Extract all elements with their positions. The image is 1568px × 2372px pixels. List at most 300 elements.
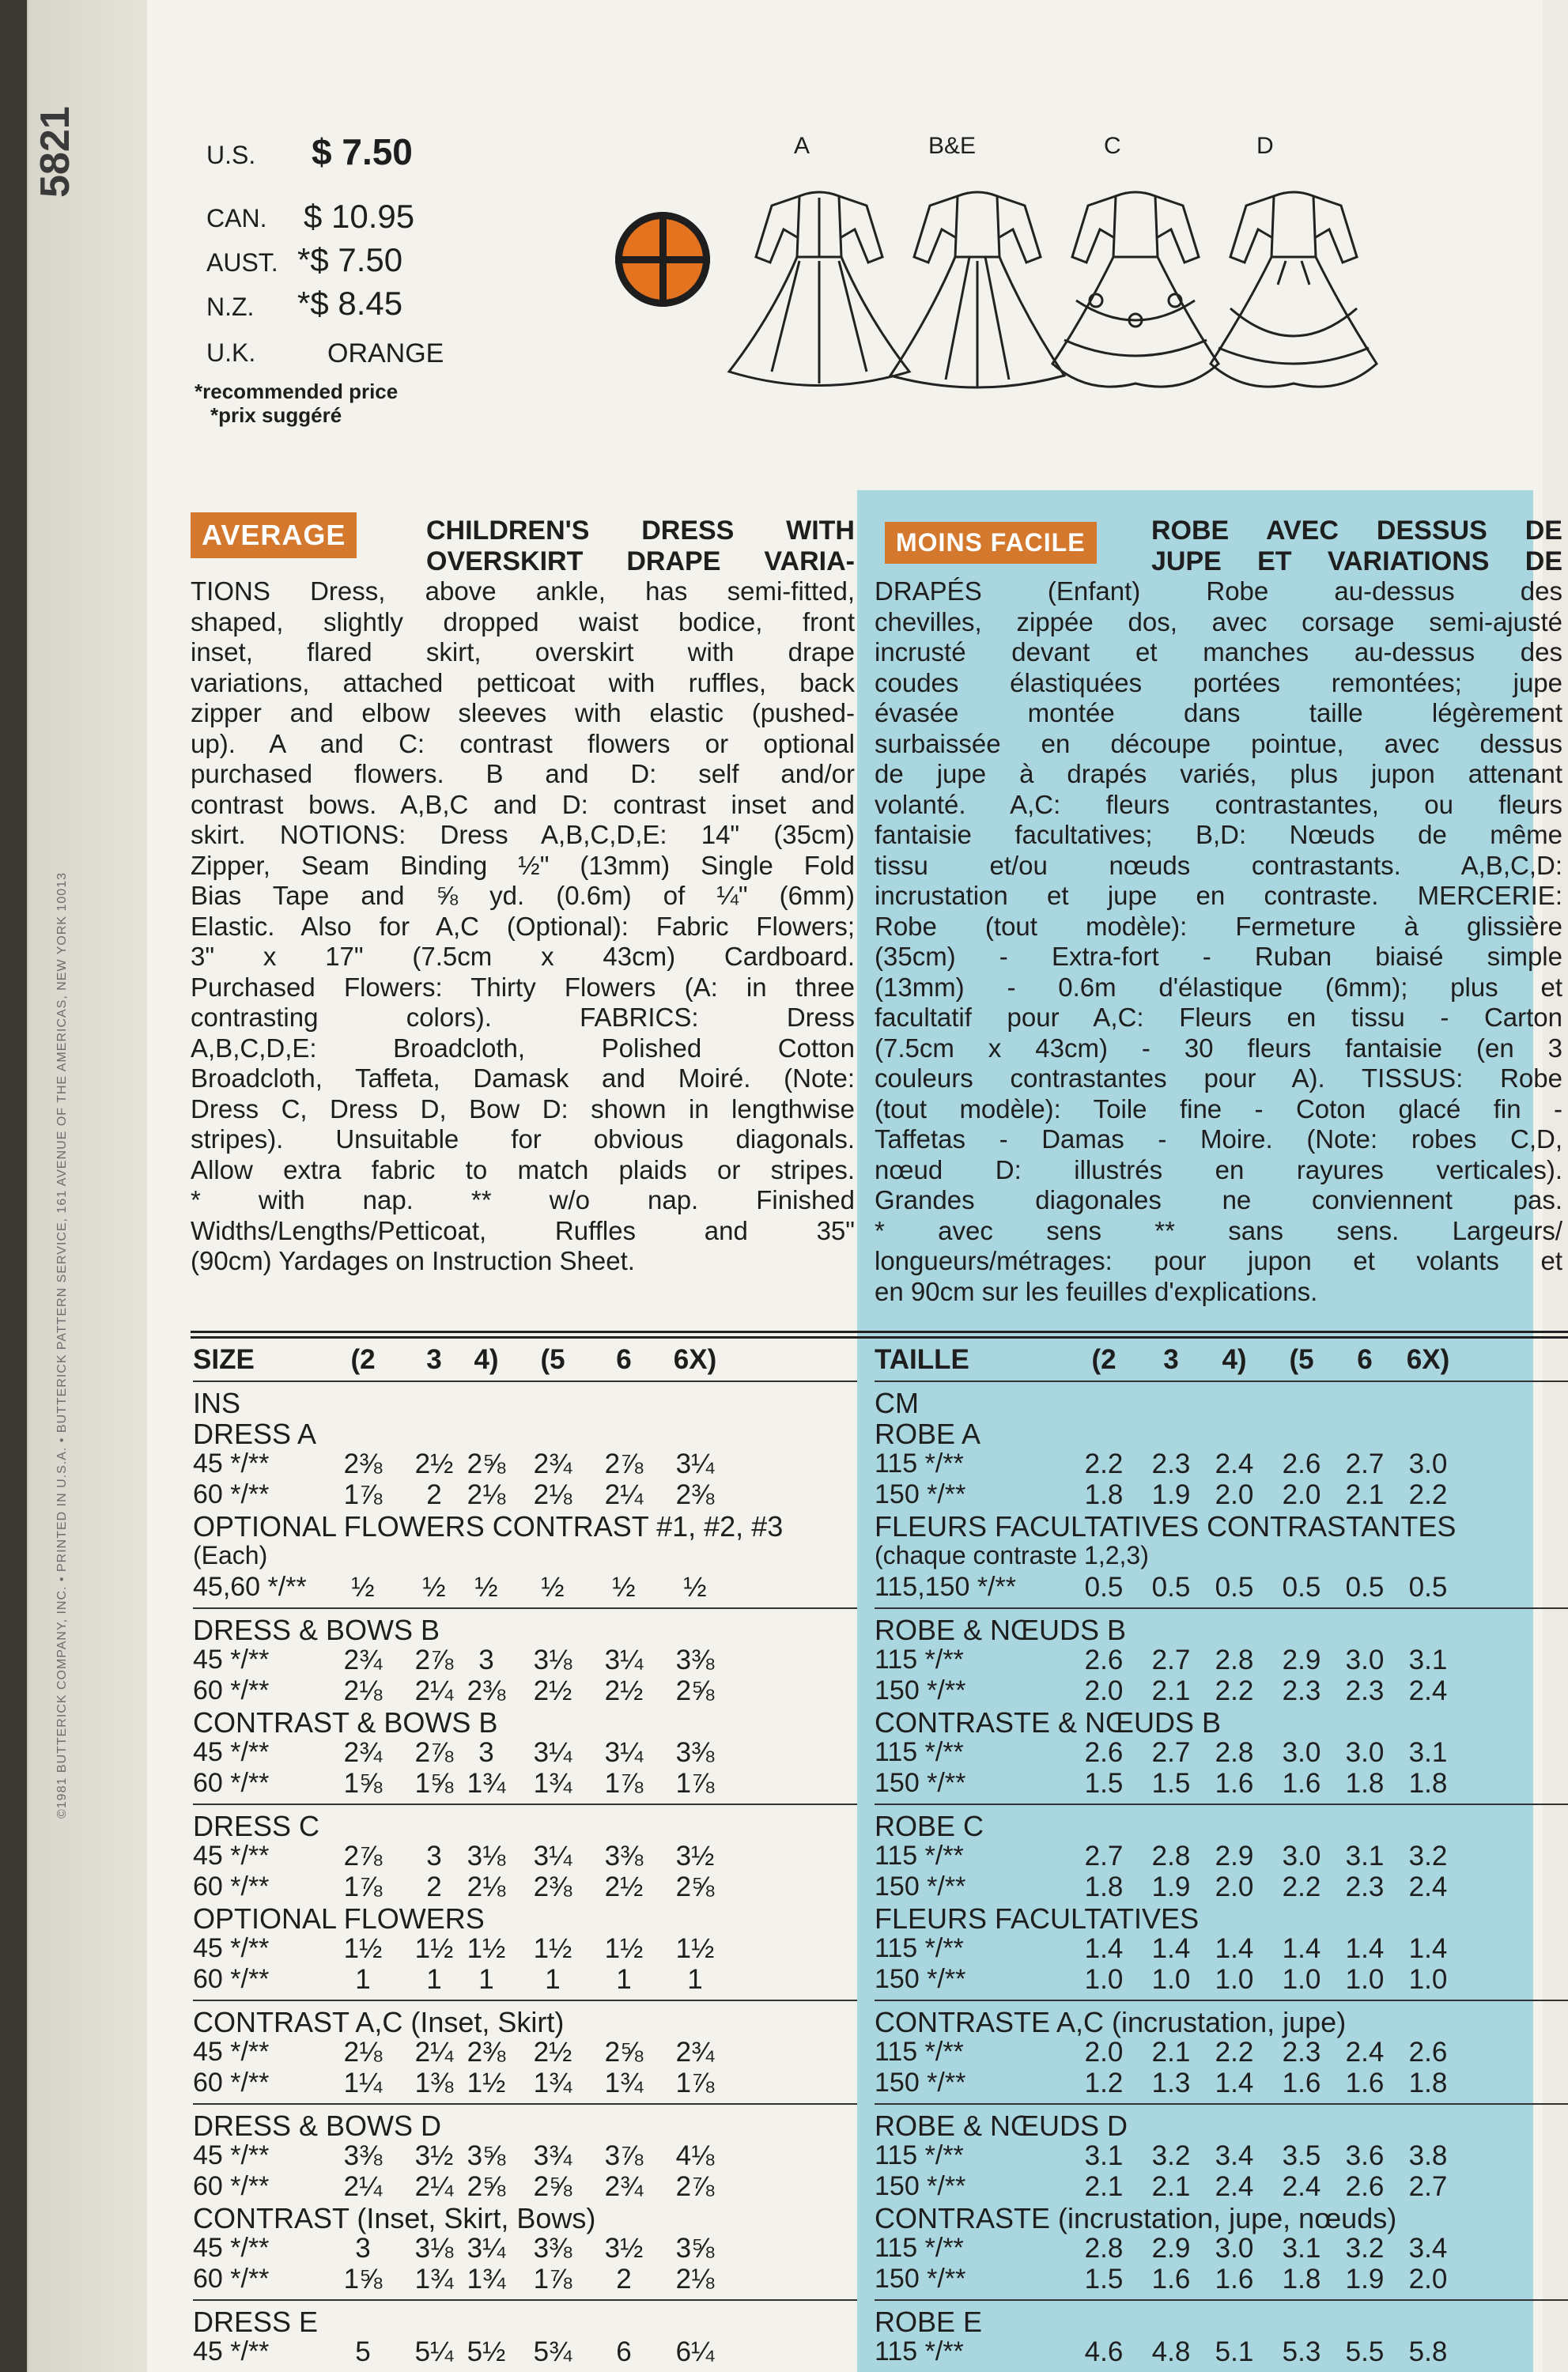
description-line: (7.5cm x 43cm) - 30 fleurs fantaisie (en 3 (875, 1033, 1562, 1063)
row-value: 5¾ (533, 2336, 572, 2367)
description-line: nœud D: illustrés en rayures verticales). (875, 1154, 1562, 1184)
row-value: 2¼ (414, 1675, 454, 1706)
row-value: 2⅜ (467, 1675, 506, 1706)
row-value: 0.5 (1345, 1572, 1385, 1603)
row-value: 1.0 (1151, 1964, 1191, 1995)
section-rule (193, 1607, 857, 1609)
row-value: 1.6 (1215, 2264, 1254, 2295)
row-value: 3.4 (1215, 2140, 1254, 2171)
description-line: JUPE ET VARIATIONS DE (1151, 546, 1562, 576)
row-value: 1½ (467, 1933, 506, 1964)
row-label: 60 */** (193, 1872, 270, 1902)
row-value: 1⅝ (414, 1768, 454, 1799)
row-value: 3⅜ (343, 2140, 383, 2171)
row-value: 2⅛ (675, 2264, 715, 2295)
row-value: 3.1 (1282, 2233, 1321, 2264)
row-value: 2.4 (1215, 2171, 1254, 2202)
row-value: 1 (687, 1964, 703, 1995)
row-value: 2.8 (1084, 2233, 1124, 2264)
row-value: 2⅝ (533, 2171, 572, 2202)
row-value: 3 (478, 1645, 494, 1675)
description-line: surbaissée en découpe pointue, avec dessus (875, 728, 1562, 758)
row-value: 1¾ (533, 2068, 572, 2098)
section-rule (875, 1804, 1568, 1805)
row-value: 1.0 (1215, 1964, 1254, 1995)
description-line: Purchased Flowers: Thirty Flowers (A: in three (191, 972, 855, 1002)
row-value: 1.5 (1084, 2264, 1124, 2295)
header-size-col: 3 (426, 1344, 442, 1375)
section-rule (193, 2103, 857, 2105)
row-value: 2⅝ (467, 1449, 506, 1479)
row-value: 2.6 (1345, 2171, 1385, 2202)
row-value: 1¼ (343, 2068, 383, 2098)
row-value: 3⅛ (467, 1841, 506, 1872)
description-line: variations, attached petticoat with ruffles, back (191, 667, 855, 697)
row-value: 0.5 (1215, 1572, 1254, 1603)
row-label: 150 */** (875, 2068, 966, 2098)
row-value: 3.0 (1345, 1645, 1385, 1675)
row-value: 3.2 (1408, 1841, 1448, 1872)
row-value: 3¼ (604, 1737, 644, 1768)
row-value: 2¼ (414, 2171, 454, 2202)
row-label: (Each) (193, 1541, 268, 1569)
row-value: 3.4 (1408, 2233, 1448, 2264)
dress-sketch-b-e (890, 192, 1064, 387)
row-label: CONTRASTE (incrustation, jupe, nœuds) (875, 2202, 1397, 2234)
description-line: contrast bows. A,B,C and D: contrast inset and (191, 789, 855, 819)
row-value: 1 (478, 1964, 494, 1995)
view-label-a: A (794, 133, 810, 159)
row-value: 1.8 (1408, 2068, 1448, 2098)
row-value: 4⅛ (675, 2140, 715, 2171)
row-value: 1¾ (604, 2068, 644, 2098)
row-label: 60 */** (193, 2264, 270, 2294)
row-value: 1.0 (1408, 1964, 1448, 1995)
row-label: 60 */** (193, 1479, 270, 1509)
row-value: 1¾ (467, 1768, 506, 1799)
yardage-table-en (193, 1344, 857, 2372)
row-value: 1⅞ (675, 1768, 715, 1799)
row-value: 3 (478, 1737, 494, 1768)
header-size-col: 6X) (673, 1344, 717, 1375)
section-rule (875, 2299, 1568, 2301)
row-value: 1.5 (1151, 1768, 1191, 1799)
row-value: 2 (426, 1479, 442, 1510)
row-value: 3.1 (1408, 1645, 1448, 1675)
row-label: ROBE C (875, 1810, 984, 1842)
row-label: ROBE & NŒUDS D (875, 2109, 1128, 2142)
row-label: OPTIONAL FLOWERS (193, 1902, 485, 1935)
dress-sketch-a (729, 192, 909, 386)
row-label: 115 */** (875, 1737, 964, 1767)
description-line: contrasting colors). FABRICS: Dress (191, 1003, 855, 1032)
description-fr (875, 516, 1562, 1307)
description-line: coudes élastiquées portées remontées; jupe (875, 667, 1562, 697)
row-value: 2.0 (1408, 2264, 1448, 2295)
price-note-fr: *prix suggéré (210, 403, 342, 427)
row-label: 150 */** (875, 2264, 966, 2294)
copyright-text: ©1981 BUTTERICK COMPANY, INC. • PRINTED IN U.S.A. • BUTTERICK PATTERN SERVICE, 161 AVENUE OF THE AMERICAS, NEW YORK 10013 (55, 872, 69, 1819)
row-value: 2.8 (1215, 1737, 1254, 1768)
row-value: 2.3 (1151, 1449, 1191, 1479)
row-value: 3.0 (1345, 1737, 1385, 1768)
row-value: 2¾ (604, 2171, 644, 2202)
row-value: 1.4 (1408, 1933, 1448, 1964)
row-value: 1 (616, 1964, 632, 1995)
row-value: 3¼ (533, 1841, 572, 1872)
table-top-rule (191, 1331, 1568, 1333)
pattern-card (147, 0, 1562, 2372)
pattern-number: 5821 (32, 106, 78, 198)
row-value: 2⅜ (533, 1872, 572, 1902)
row-value: 1.4 (1084, 1933, 1124, 1964)
row-value: 3¼ (533, 1737, 572, 1768)
row-value: 2⅝ (675, 1675, 715, 1706)
row-value: 1.0 (1345, 1964, 1385, 1995)
row-value: 2¼ (343, 2171, 383, 2202)
row-value: 2¾ (533, 1449, 572, 1479)
row-value: 3.1 (1084, 2140, 1124, 2171)
description-line: tissu et/ou nœuds contrastants. A,B,C,D: (875, 850, 1562, 880)
row-value: 2.3 (1345, 1675, 1385, 1706)
description-line: (90cm) Yardages on Instruction Sheet. (191, 1246, 635, 1275)
description-line: Dress C, Dress D, Bow D: shown in lengthwise (191, 1093, 855, 1124)
row-value: 2.6 (1282, 1449, 1321, 1479)
row-value: 1½ (675, 1933, 715, 1964)
header-size-col: 4) (474, 1344, 499, 1375)
row-label: CM (875, 1387, 919, 1419)
row-label: DRESS E (193, 2306, 319, 2338)
description-line: shaped, slightly dropped waist bodice, front (191, 606, 855, 636)
header-rule (193, 1381, 857, 1382)
row-value: 3 (426, 1841, 442, 1872)
row-value: 1½ (414, 1933, 454, 1964)
row-value: 2.1 (1151, 2037, 1191, 2068)
row-value: 3.0 (1282, 1737, 1321, 1768)
row-value: 0.5 (1084, 1572, 1124, 1603)
row-value: 1¾ (467, 2264, 506, 2295)
description-line: purchased flowers. B and D: self and/or (191, 759, 855, 788)
header-size-col: 3 (1163, 1344, 1179, 1375)
row-value: 2⅛ (533, 1479, 572, 1510)
row-value: 2½ (533, 2037, 572, 2068)
section-rule (875, 2103, 1568, 2105)
description-line: Robe (tout modèle): Fermeture à glissière (875, 911, 1562, 941)
row-value: 2.0 (1084, 1675, 1124, 1706)
description-line: facultatif pour A,C: Fleurs en tissu - Carton (875, 1003, 1562, 1032)
row-value: 2⅜ (467, 2037, 506, 2068)
description-line: (13mm) - 0.6m d'élastique (6mm); plus et (875, 972, 1562, 1002)
row-value: 6 (616, 2336, 632, 2367)
description-line: en 90cm sur les feuilles d'explications. (875, 1276, 1318, 1306)
row-value: 3.0 (1282, 1841, 1321, 1872)
row-label: 60 */** (193, 2068, 270, 2098)
row-value: 2¾ (343, 1737, 383, 1768)
row-value: 1.3 (1151, 2068, 1191, 2098)
header-size-label: TAILLE (875, 1344, 969, 1375)
row-value: 1 (545, 1964, 561, 1995)
row-value: 2.4 (1215, 1449, 1254, 1479)
price-value-aust: *$ 7.50 (297, 241, 403, 278)
row-label: 115 */** (875, 1449, 964, 1479)
row-label: 45 */** (193, 1933, 270, 1963)
row-value: 1.0 (1282, 1964, 1321, 1995)
row-value: 1.5 (1084, 1768, 1124, 1799)
row-label: 115 */** (875, 1645, 964, 1675)
row-value: 4.6 (1084, 2336, 1124, 2367)
row-value: 2.9 (1151, 2233, 1191, 2264)
row-value: 2⅛ (467, 1872, 506, 1902)
row-value: 2 (426, 1872, 442, 1902)
header-size-col: (5 (540, 1344, 565, 1375)
row-value: 3⅝ (675, 2233, 715, 2264)
row-value: 3⅜ (675, 1645, 715, 1675)
row-value: 1.6 (1151, 2264, 1191, 2295)
header-rule (875, 1381, 1568, 1382)
row-label: 45 */** (193, 2140, 270, 2170)
price-label-us: U.S. (206, 141, 256, 169)
dress-sketch-d (1211, 192, 1377, 387)
row-value: 3½ (414, 2140, 454, 2171)
row-value: 2.4 (1408, 1675, 1448, 1706)
row-value: 1.8 (1408, 1768, 1448, 1799)
header-size-col: 6X) (1406, 1344, 1450, 1375)
row-value: ½ (612, 1572, 636, 1603)
row-label: ROBE & NŒUDS B (875, 1614, 1127, 1646)
row-value: 2.1 (1345, 1479, 1385, 1510)
row-value: 2⅞ (343, 1841, 383, 1872)
row-value: ½ (422, 1572, 446, 1603)
row-value: 2½ (604, 1675, 644, 1706)
row-value: 2.7 (1151, 1737, 1191, 1768)
row-label: 60 */** (193, 1675, 270, 1705)
row-label: 150 */** (875, 1479, 966, 1509)
row-value: 2⅞ (604, 1449, 644, 1479)
header-size-col: (5 (1289, 1344, 1314, 1375)
row-label: 45 */** (193, 1449, 270, 1479)
row-value: 2¾ (675, 2037, 715, 2068)
row-label: OPTIONAL FLOWERS CONTRAST #1, #2, #3 (193, 1510, 784, 1543)
row-value: 2.0 (1282, 1479, 1321, 1510)
description-line: (tout modèle): Toile fine - Coton glacé fin - (875, 1093, 1562, 1124)
row-value: 2.7 (1345, 1449, 1385, 1479)
header-size-col: 4) (1222, 1344, 1247, 1375)
desc-fr-lines (875, 516, 1562, 1307)
row-value: 2.9 (1215, 1841, 1254, 1872)
row-value: 2 (616, 2264, 632, 2295)
row-value: 2.2 (1215, 1675, 1254, 1706)
row-value: 2½ (414, 1449, 454, 1479)
price-value-nz: *$ 8.45 (297, 285, 403, 322)
description-line: Taffetas - Damas - Moire. (Note: robes C,D, (875, 1124, 1562, 1154)
row-value: 2.4 (1408, 1872, 1448, 1902)
row-label: 45,60 */** (193, 1572, 307, 1602)
row-label: 60 */** (193, 2171, 270, 2201)
row-value: 3.0 (1215, 2233, 1254, 2264)
desc-en-lines (191, 516, 855, 1277)
row-value: 3¼ (604, 1645, 644, 1675)
row-value: 2⅞ (414, 1645, 454, 1675)
row-value: 2.2 (1408, 1479, 1448, 1510)
description-line: TIONS Dress, above ankle, has semi-fitted, (191, 576, 855, 606)
row-label: 150 */** (875, 1675, 966, 1705)
description-line: incrustation et jupe en contraste. MERCERIE: (875, 881, 1562, 910)
description-line: Grandes diagonales ne conviennent pas. (875, 1185, 1562, 1214)
view-label-c: C (1104, 133, 1121, 159)
row-label: DRESS A (193, 1418, 317, 1450)
row-value: 1.4 (1151, 1933, 1191, 1964)
row-value: 1.0 (1084, 1964, 1124, 1995)
row-label: 60 */** (193, 1768, 270, 1798)
row-value: 2⅞ (414, 1737, 454, 1768)
header-size-col: 6 (1357, 1344, 1373, 1375)
description-line: couleurs contrastantes pour A). TISSUS: Robe (875, 1063, 1562, 1093)
description-line: zipper and elbow sleeves with elastic (pushed- (191, 698, 855, 727)
description-line: up). A and C: contrast flowers or optional (191, 728, 855, 758)
row-label: FLEURS FACULTATIVES (875, 1902, 1200, 1935)
header-size-col: 6 (616, 1344, 632, 1375)
row-value: 2½ (604, 1872, 644, 1902)
row-value: 1.4 (1345, 1933, 1385, 1964)
row-label: 150 */** (875, 1872, 966, 1902)
row-value: 2⅛ (343, 1675, 383, 1706)
row-value: 5¼ (414, 2336, 454, 2367)
row-value: 5.1 (1215, 2336, 1254, 2367)
row-label: ROBE E (875, 2306, 983, 2338)
description-line: de jupe à drapés variés, plus jupon attenant (875, 759, 1562, 788)
row-value: 3⅛ (533, 1645, 572, 1675)
row-label: CONTRAST A,C (Inset, Skirt) (193, 2006, 565, 2038)
row-value: 2.1 (1084, 2171, 1124, 2202)
description-line: * with nap. ** w/o nap. Finished (191, 1185, 855, 1214)
description-line: Allow extra fabric to match plaids or stripes. (191, 1154, 855, 1184)
row-value: 2⅝ (467, 2171, 506, 2202)
row-value: 2⅜ (675, 1479, 715, 1510)
row-value: 6¼ (675, 2336, 715, 2367)
description-line: Bias Tape and ⅝ yd. (0.6m) of ¼" (6mm) (191, 881, 855, 910)
row-value: 1.6 (1215, 1768, 1254, 1799)
row-value: 5.8 (1408, 2336, 1448, 2367)
row-value: 0.5 (1408, 1572, 1448, 1603)
row-label: 45 */** (193, 1737, 270, 1767)
description-line: longueurs/métrages: pour jupon et volants et (875, 1246, 1562, 1275)
row-label: (chaque contraste 1,2,3) (875, 1541, 1149, 1569)
description-line: volanté. A,C: fleurs contrastantes, ou fleurs (875, 789, 1562, 819)
row-value: 1.9 (1151, 1872, 1191, 1902)
row-value: 0.5 (1151, 1572, 1191, 1603)
description-line: (35cm) - Extra-fort - Ruban biaisé simple (875, 942, 1562, 971)
description-line: * avec sens ** sans sens. Largeurs/ (875, 1215, 1562, 1245)
section-rule (193, 1804, 857, 1805)
row-value: 2.3 (1282, 1675, 1321, 1706)
row-label: CONTRASTE & NŒUDS B (875, 1706, 1222, 1739)
row-value: 3.8 (1408, 2140, 1448, 2171)
row-value: 3¼ (675, 1449, 715, 1479)
row-value: 2.4 (1345, 2037, 1385, 2068)
dress-sketch-c (1052, 192, 1219, 387)
row-label: 45 */** (193, 1841, 270, 1871)
view-label-be: B&E (928, 133, 977, 159)
row-value: 3.0 (1408, 1449, 1448, 1479)
row-label: 150 */** (875, 2171, 966, 2201)
row-value: 1.8 (1345, 1768, 1385, 1799)
row-value: 2.2 (1282, 1872, 1321, 1902)
uk-orange-price-symbol (615, 212, 710, 307)
row-value: 1.9 (1151, 1479, 1191, 1510)
row-label: 60 */** (193, 1964, 270, 1994)
row-label: 115 */** (875, 2233, 964, 2263)
row-label: 115 */** (875, 2336, 964, 2366)
row-value: 3 (355, 2233, 371, 2264)
row-label: 150 */** (875, 1964, 966, 1994)
row-value: 0.5 (1282, 1572, 1321, 1603)
row-value: 2.0 (1215, 1872, 1254, 1902)
row-value: 1.9 (1345, 2264, 1385, 2295)
row-value: 1.4 (1215, 2068, 1254, 2098)
description-en (191, 516, 855, 1277)
row-label: 115 */** (875, 2140, 964, 2170)
row-label: CONTRASTE A,C (incrustation, jupe) (875, 2006, 1347, 2038)
price-value-us: $ 7.50 (312, 131, 413, 172)
row-value: 2⅝ (604, 2037, 644, 2068)
row-value: 5.5 (1345, 2336, 1385, 2367)
row-label: ROBE A (875, 1418, 981, 1450)
section-rule (193, 2000, 857, 2001)
row-value: 1½ (604, 1933, 644, 1964)
description-line: 3" x 17" (7.5cm x 43cm) Cardboard. (191, 942, 855, 971)
row-label: 115 */** (875, 2037, 964, 2067)
description-line: OVERSKIRT DRAPE VARIA- (426, 546, 855, 576)
row-value: 2.7 (1151, 1645, 1191, 1675)
row-label: INS (193, 1387, 241, 1419)
description-line: chevilles, zippée dos, avec corsage semi-ajusté (875, 606, 1562, 636)
row-value: 3⅜ (675, 1737, 715, 1768)
row-value: 1⅞ (343, 1872, 383, 1902)
description-line: fantaisie facultatives; B,D: Nœuds de même (875, 820, 1562, 849)
row-value: 2.7 (1084, 1841, 1124, 1872)
row-value: 3¼ (467, 2233, 506, 2264)
row-value: 3⅞ (604, 2140, 644, 2171)
row-value: 1.4 (1215, 1933, 1254, 1964)
row-label: DRESS & BOWS D (193, 2109, 442, 2142)
row-value: 1½ (533, 1933, 572, 1964)
row-value: 1⅞ (604, 1768, 644, 1799)
row-value: 1⅝ (343, 1768, 383, 1799)
row-value: 1½ (467, 2068, 506, 2098)
row-value: 2.2 (1084, 1449, 1124, 1479)
row-label: CONTRAST & BOWS B (193, 1706, 498, 1739)
row-value: 3⅜ (604, 1841, 644, 1872)
header-size-col: (2 (350, 1344, 376, 1375)
row-value: 1 (426, 1964, 442, 1995)
row-value: 3¾ (533, 2140, 572, 2171)
row-label: 150 */** (875, 1768, 966, 1798)
row-value: 2.7 (1408, 2171, 1448, 2202)
description-line: évasée montée dans taille légèrement (875, 698, 1562, 727)
row-value: 3.1 (1408, 1737, 1448, 1768)
row-value: 3.2 (1345, 2233, 1385, 2264)
section-rule (875, 1607, 1568, 1609)
row-value: 2¼ (414, 2037, 454, 2068)
row-value: 3⅜ (533, 2233, 572, 2264)
row-value: 1¾ (533, 1768, 572, 1799)
difficulty-badge-en: AVERAGE (191, 512, 357, 558)
row-value: 3½ (604, 2233, 644, 2264)
row-value: 5.3 (1282, 2336, 1321, 2367)
row-value: ½ (541, 1572, 565, 1603)
view-label-d: D (1256, 133, 1274, 159)
row-value: 2¼ (604, 1479, 644, 1510)
